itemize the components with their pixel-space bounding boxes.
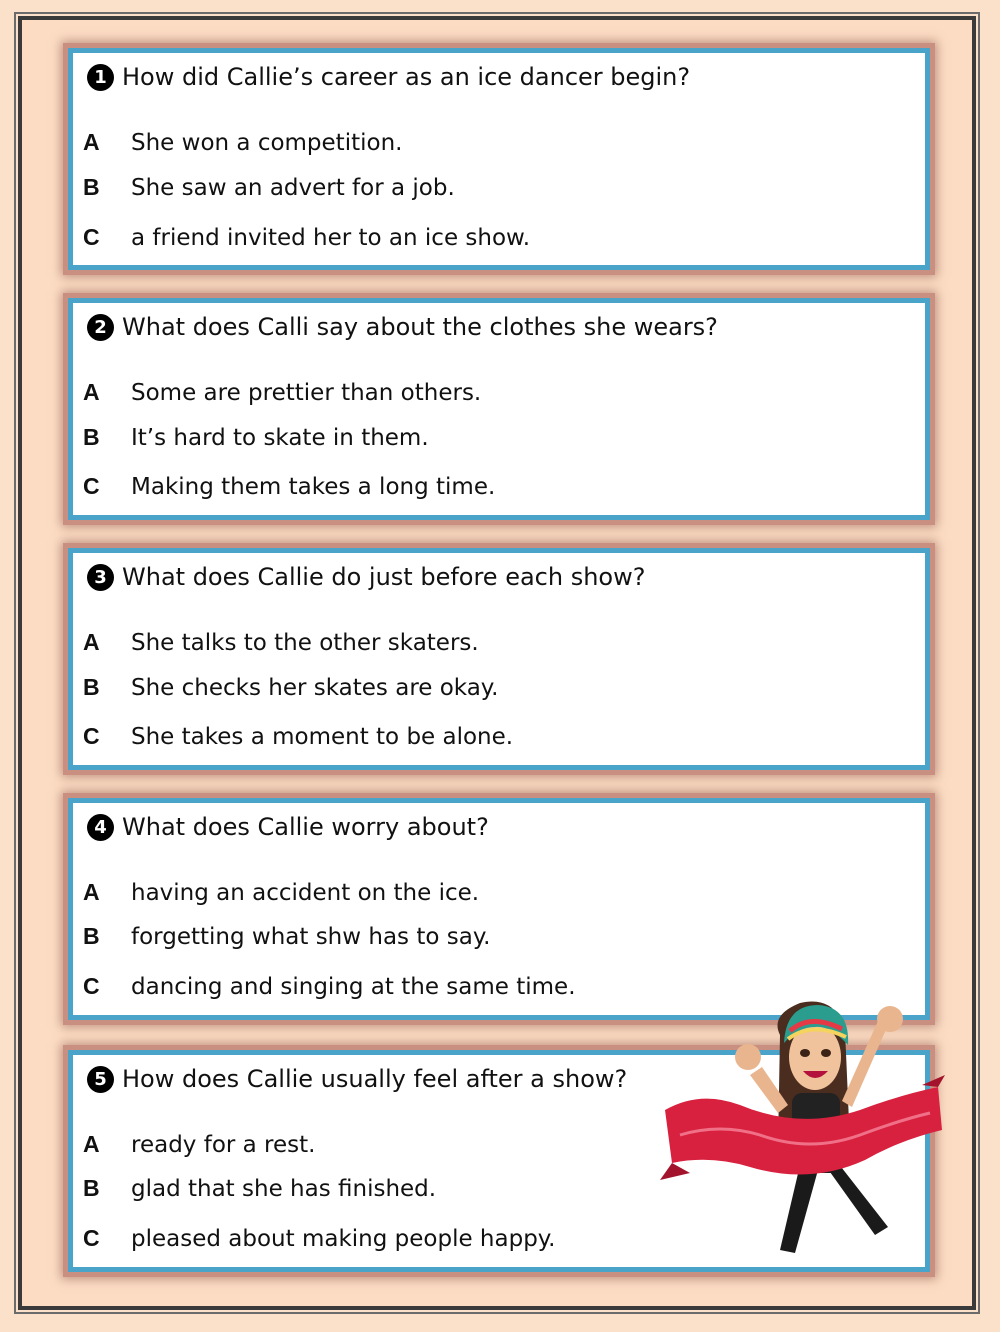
option-b[interactable] — [83, 424, 429, 451]
option-c[interactable] — [83, 224, 530, 251]
question-text: What does Callie worry about? — [122, 813, 489, 841]
option-letter: A — [83, 1131, 100, 1157]
option-text: a friend invited her to an ice show. — [131, 225, 531, 251]
option-letter: A — [83, 629, 100, 655]
question-text: How did Callie’s career as an ice dancer begin? — [122, 63, 691, 91]
option-letter: B — [83, 923, 100, 949]
option-a[interactable] — [83, 629, 479, 656]
option-letter: A — [83, 879, 100, 905]
option-b[interactable] — [83, 923, 490, 950]
question-number-badge: 5 — [87, 1066, 114, 1093]
option-letter: C — [83, 973, 100, 999]
option-c[interactable] — [83, 973, 576, 1000]
option-a[interactable] — [83, 129, 402, 156]
option-text: having an accident on the ice. — [131, 880, 480, 906]
option-c[interactable] — [83, 1225, 555, 1252]
question-card-1 — [68, 48, 930, 270]
question-number-badge: 2 — [87, 314, 114, 341]
option-letter: C — [83, 723, 100, 749]
option-text: pleased about making people happy. — [131, 1226, 556, 1252]
option-a[interactable] — [83, 379, 481, 406]
option-letter: B — [83, 424, 100, 450]
option-text: She talks to the other skaters. — [131, 630, 479, 656]
option-b[interactable] — [83, 174, 455, 201]
option-letter: C — [83, 473, 100, 499]
option-c[interactable] — [83, 723, 513, 750]
option-a[interactable] — [83, 1131, 315, 1158]
question-number-badge: 4 — [87, 814, 114, 841]
question-4-text-row — [87, 813, 489, 841]
question-text: How does Callie usually feel after a show? — [122, 1065, 628, 1093]
option-letter: A — [83, 379, 100, 405]
option-letter: C — [83, 224, 100, 250]
question-2-text-row — [87, 313, 718, 341]
option-letter: B — [83, 674, 100, 700]
question-text: What does Callie do just before each show? — [122, 563, 646, 591]
cartoon-avatar-illustration — [660, 995, 945, 1265]
option-text: Making them takes a long time. — [131, 474, 496, 500]
option-text: She won a competition. — [131, 130, 403, 156]
option-c[interactable] — [83, 473, 495, 500]
option-letter: B — [83, 174, 100, 200]
question-1-text-row — [87, 63, 690, 91]
question-text: What does Calli say about the clothes she wears? — [122, 313, 718, 341]
question-number-badge: 3 — [87, 564, 114, 591]
option-text: glad that she has finished. — [131, 1176, 437, 1202]
question-card-4 — [68, 798, 930, 1020]
option-letter: A — [83, 129, 100, 155]
question-number-badge: 1 — [87, 64, 114, 91]
option-text: She takes a moment to be alone. — [131, 724, 514, 750]
option-b[interactable] — [83, 1175, 436, 1202]
question-3-text-row — [87, 563, 645, 591]
option-text: Some are prettier than others. — [131, 380, 482, 406]
option-text: forgetting what shw has to say. — [131, 924, 491, 950]
question-card-3 — [68, 548, 930, 770]
option-a[interactable] — [83, 879, 479, 906]
option-text: She saw an advert for a job. — [131, 175, 455, 201]
option-text: dancing and singing at the same time. — [131, 974, 576, 1000]
option-text: It’s hard to skate in them. — [131, 425, 429, 451]
option-b[interactable] — [83, 674, 498, 701]
option-text: She checks her skates are okay. — [131, 675, 499, 701]
question-5-text-row — [87, 1065, 627, 1093]
option-letter: B — [83, 1175, 100, 1201]
option-letter: C — [83, 1225, 100, 1251]
question-card-2 — [68, 298, 930, 520]
option-text: ready for a rest. — [131, 1132, 316, 1158]
